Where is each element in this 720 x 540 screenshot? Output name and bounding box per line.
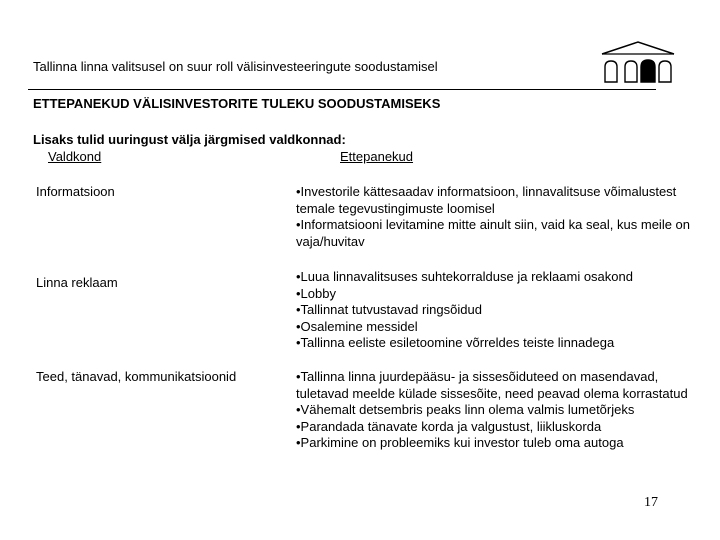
row-proposals [296, 369, 706, 452]
page-number: 17 [644, 495, 658, 510]
header-title: Tallinna linna valitsusel on suur roll välisinvesteeringute soodustamisel [33, 59, 438, 74]
column-header-proposals: Ettepanekud [340, 149, 414, 164]
proposal-item: •Tallinnat tutvustavad ringsõidud [296, 302, 482, 317]
proposal-item: •Parkimine on probleemiks kui investor tuleb oma autoga [296, 435, 624, 450]
proposal-item: •Parandada tänavate korda ja valgustust, liikluskorda [296, 418, 602, 434]
row-area: Linna reklaam [36, 275, 118, 290]
proposal-item: •Informatsiooni levitamine mitte ainult siin, vaid ka seal, kus meile on vaja/huvitav [296, 217, 691, 249]
proposal-item: •Osalemine messidel [296, 318, 418, 334]
proposal-item: •Vähemalt detsembris peaks linn olema valmis lumetõrjeks [296, 402, 635, 417]
proposal-item: •Tallinna eeliste esiletoomine võrreldes teiste linnadega [296, 335, 615, 350]
proposal-item: •Lobby [296, 285, 336, 301]
column-header-area: Valdkond [48, 149, 102, 164]
row-proposals [296, 184, 716, 250]
row-proposals [296, 269, 716, 352]
proposal-item: •Investorile kättesaadav informatsioon, linnavalitsuse võimalustest temale tegevustingimuste loomisel [296, 184, 677, 216]
proposal-item: •Tallinna linna juurdepääsu- ja sissesõiduteed on masendavad, tuletavad meelde külade sissesõite, need peavad olema korrastatud [296, 369, 688, 401]
row-area: Teed, tänavad, kommunikatsioonid [36, 369, 237, 384]
proposal-item: •Luua linnavalitsuses suhtekorralduse ja reklaami osakond [296, 269, 633, 284]
header-divider [28, 89, 656, 90]
section-heading: ETTEPANEKUD VÄLISINVESTORITE TULEKU SOODUSTAMISEKS [33, 96, 441, 111]
building-doors-logo-icon [600, 40, 676, 86]
row-area: Informatsioon [36, 184, 115, 199]
intro-text: Lisaks tulid uuringust välja järgmised valdkonnad: [33, 132, 346, 147]
